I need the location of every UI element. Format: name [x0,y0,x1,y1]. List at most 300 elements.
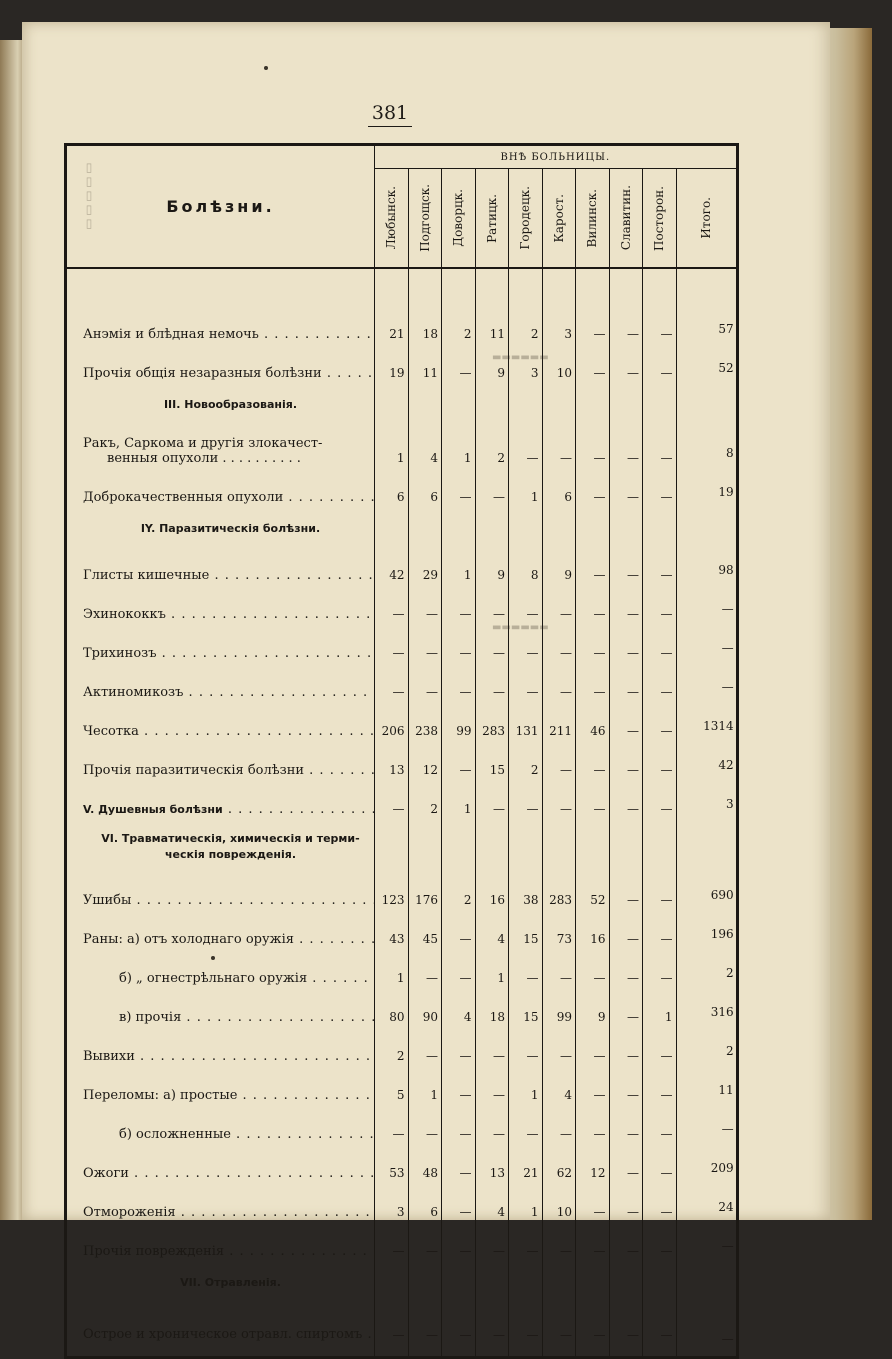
section-heading: VII. Отравленія. [66,1263,375,1302]
disease-name: Доброкачественныя опухоли . . . [66,470,375,509]
hospital-count-cell: — [542,743,576,782]
hospital-count-cell: — [643,626,677,665]
hospital-count-cell: 283 [475,704,509,743]
hospital-count-cell: — [643,873,677,912]
hospital-count-cell: 2 [475,424,509,470]
empty-cell [509,268,543,307]
empty-cell [676,821,737,873]
hospital-count-cell: — [576,782,610,821]
empty-cell [375,509,409,548]
disease-name: Чесотка . . . [66,704,375,743]
disease-column-header: Болѣзни. [66,145,375,269]
hospital-count-cell: 2 [509,743,543,782]
hospital-count-cell: 2 [408,782,442,821]
empty-cell [475,268,509,307]
hospital-count-cell: — [375,782,409,821]
disease-name: б) „ огнестрѣльнаго оружія . . . [66,951,375,990]
hospital-count-cell: — [475,782,509,821]
hospital-count-cell: — [643,307,677,346]
table-row [66,912,738,951]
empty-cell [408,821,442,873]
hospital-count-cell: — [576,307,610,346]
hospital-count-cell: 13 [375,743,409,782]
hospital-column-label: Любынск. [384,186,399,250]
hospital-count-cell: 16 [576,912,610,951]
hospital-count-cell: 1 [442,548,476,587]
hospital-count-cell: — [542,424,576,470]
hospital-count-cell: 4 [542,1068,576,1107]
disease-name: Анэмія и блѣдная немочь . . . [66,307,375,346]
hospital-count-cell: — [609,782,643,821]
hospital-count-cell: — [442,665,476,704]
disease-name: в) прочія . . . [66,990,375,1029]
disease-name: Прочія общія незаразныя болѣзни . . . [66,346,375,385]
hospital-count-cell: 45 [408,912,442,951]
empty-cell [542,1263,576,1302]
ink-speck [264,66,268,70]
hospital-count-cell: — [609,1224,643,1263]
disease-statistics-table [64,143,739,1359]
hospital-column-label: Славитин. [618,185,633,251]
hospital-count-cell: — [509,1302,543,1358]
hospital-count-cell: — [442,1302,476,1358]
hospital-count-cell: — [609,1185,643,1224]
hospital-count-cell: — [509,626,543,665]
bleed-through-mark: ▬▬▬▬▬▬ [492,622,549,633]
hospital-count-cell: — [442,951,476,990]
hospital-count-cell: — [576,346,610,385]
hospital-count-cell: — [542,951,576,990]
hospital-count-cell: — [408,1224,442,1263]
total-count-cell: 11 [676,1068,737,1107]
total-count-cell: 98 [676,548,737,587]
outside-hospital-group-header: ВНѢ БОЛЬНИЦЫ. [375,145,738,169]
hospital-count-cell: — [375,587,409,626]
hospital-count-cell: — [576,548,610,587]
hospital-count-cell: 1 [509,470,543,509]
hospital-count-cell: 62 [542,1146,576,1185]
empty-cell [509,821,543,873]
hospital-count-cell: 2 [442,307,476,346]
hospital-count-cell: — [609,470,643,509]
empty-cell [475,821,509,873]
hospital-count-cell: 12 [408,743,442,782]
hospital-count-cell: 1 [475,951,509,990]
hospital-column-header [509,169,543,269]
empty-cell [609,509,643,548]
hospital-count-cell: — [643,1068,677,1107]
hospital-column-header [375,169,409,269]
hospital-count-cell: — [609,951,643,990]
hospital-count-cell: 4 [475,912,509,951]
empty-cell [643,509,677,548]
hospital-count-cell: 99 [542,990,576,1029]
empty-cell [576,268,610,307]
hospital-count-cell: 15 [475,743,509,782]
hospital-count-cell: — [643,424,677,470]
section-heading-row [66,821,738,873]
hospital-count-cell: 38 [509,873,543,912]
section-heading-inline: V. Душевныя болѣзни [83,803,223,816]
empty-cell [442,268,476,307]
hospital-count-cell: — [442,587,476,626]
hospital-count-cell: — [475,1302,509,1358]
disease-name: Ожоги . . . [66,1146,375,1185]
total-count-cell: — [676,665,737,704]
hospital-column-label: Посторон. [652,185,667,251]
hospital-count-cell: — [542,1029,576,1068]
hospital-count-cell: — [442,1185,476,1224]
hospital-count-cell: 1 [509,1185,543,1224]
hospital-count-cell: — [643,1146,677,1185]
hospital-count-cell: 80 [375,990,409,1029]
section-heading: IY. Паразитическія болѣзни. [66,509,375,548]
hospital-count-cell: — [576,1224,610,1263]
hospital-count-cell: 90 [408,990,442,1029]
hospital-count-cell: 123 [375,873,409,912]
hospital-count-cell: 4 [442,990,476,1029]
hospital-count-cell: — [643,1029,677,1068]
hospital-count-cell: — [408,951,442,990]
hospital-count-cell: — [442,743,476,782]
empty-cell [609,1263,643,1302]
hospital-count-cell: — [375,1107,409,1146]
total-count-cell: 42 [676,743,737,782]
hospital-count-cell: 10 [542,346,576,385]
hospital-count-cell: — [509,665,543,704]
table-row [66,990,738,1029]
hospital-column-header [408,169,442,269]
hospital-count-cell: 283 [542,873,576,912]
total-count-cell: 1314 [676,704,737,743]
table-row [66,470,738,509]
hospital-count-cell: — [375,626,409,665]
page-number: 381 [368,102,412,127]
hospital-count-cell: 1 [442,424,476,470]
hospital-count-cell: 12 [576,1146,610,1185]
empty-cell [609,821,643,873]
hospital-count-cell: — [609,743,643,782]
hospital-count-cell: 1 [643,990,677,1029]
hospital-count-cell: — [542,587,576,626]
hospital-count-cell: 9 [542,548,576,587]
hospital-count-cell: — [609,1029,643,1068]
hospital-count-cell: — [643,704,677,743]
hospital-column-label: Ратицк. [484,193,499,243]
empty-cell [542,509,576,548]
hospital-count-cell: — [375,1302,409,1358]
total-count-cell: 2 [676,1029,737,1068]
hospital-column-label: Вилинск. [585,188,600,248]
empty-cell [609,385,643,424]
hospital-count-cell: 52 [576,873,610,912]
hospital-count-cell: 43 [375,912,409,951]
empty-cell [542,268,576,307]
table-row [66,626,738,665]
hospital-count-cell: — [509,587,543,626]
hospital-count-cell: 21 [509,1146,543,1185]
section-heading-row [66,1263,738,1302]
hospital-count-cell: — [643,346,677,385]
empty-cell [576,509,610,548]
hospital-count-cell: — [442,912,476,951]
hospital-column-header [643,169,677,269]
hospital-count-cell: 211 [542,704,576,743]
table-row [66,424,738,470]
hospital-count-cell: — [542,782,576,821]
table-row [66,1185,738,1224]
hospital-count-cell: — [643,1224,677,1263]
total-count-cell: 57 [676,307,737,346]
hospital-count-cell: — [609,548,643,587]
hospital-count-cell: — [643,1302,677,1358]
hospital-count-cell: — [475,1029,509,1068]
empty-cell [375,385,409,424]
bleed-through-mark: ▯▯▯▯▯ [82,162,96,232]
disease-name: Актиномикозъ . . . [66,665,375,704]
table-row [66,951,738,990]
empty-cell [509,1263,543,1302]
hospital-column-header [442,169,476,269]
empty-cell [475,1263,509,1302]
hospital-count-cell: — [576,743,610,782]
hospital-count-cell: — [442,470,476,509]
hospital-count-cell: — [475,626,509,665]
hospital-count-cell: 6 [408,470,442,509]
hospital-count-cell: — [442,1029,476,1068]
hospital-count-cell: — [509,951,543,990]
hospital-count-cell: — [408,626,442,665]
hospital-count-cell: — [442,1068,476,1107]
hospital-count-cell: — [576,470,610,509]
hospital-count-cell: — [408,665,442,704]
hospital-count-cell: 2 [375,1029,409,1068]
hospital-count-cell: — [442,1107,476,1146]
hospital-count-cell: 206 [375,704,409,743]
hospital-count-cell: — [375,665,409,704]
hospital-count-cell: 21 [375,307,409,346]
hospital-count-cell: — [609,1107,643,1146]
disease-name [66,782,375,821]
hospital-count-cell: — [609,1146,643,1185]
hospital-column-header [576,169,610,269]
previous-page-edge [0,40,22,1220]
total-column-header [676,169,737,269]
hospital-count-cell: 1 [442,782,476,821]
hospital-count-cell: — [542,1224,576,1263]
disease-name: Трихинозъ . . . [66,626,375,665]
section-heading-row [66,509,738,548]
hospital-count-cell: 1 [375,424,409,470]
hospital-count-cell: — [475,1068,509,1107]
hospital-count-cell: — [643,782,677,821]
hospital-count-cell: 16 [475,873,509,912]
total-count-cell: — [676,587,737,626]
hospital-count-cell: — [609,1068,643,1107]
empty-cell [442,385,476,424]
hospital-count-cell: 1 [408,1068,442,1107]
hospital-count-cell: — [408,1029,442,1068]
disease-name: Прочія паразитическія болѣзни . . . [66,743,375,782]
hospital-count-cell: 18 [475,990,509,1029]
hospital-count-cell: 3 [509,346,543,385]
table-row [66,1146,738,1185]
disease-name: Вывихи . . . [66,1029,375,1068]
table-row [66,1029,738,1068]
hospital-count-cell: — [442,346,476,385]
hospital-count-cell: — [643,470,677,509]
empty-cell [66,268,375,307]
disease-name: Эхинококкъ . . . [66,587,375,626]
disease-name [66,424,375,470]
empty-cell [408,1263,442,1302]
hospital-count-cell: 29 [408,548,442,587]
empty-cell [643,1263,677,1302]
empty-cell [408,385,442,424]
empty-cell [576,1263,610,1302]
hospital-count-cell: 3 [375,1185,409,1224]
spacer-row [66,268,738,307]
hospital-count-cell: — [408,1107,442,1146]
total-count-cell: 3 [676,782,737,821]
total-count-cell: 19 [676,470,737,509]
hospital-count-cell: — [609,424,643,470]
empty-cell [375,268,409,307]
hospital-count-cell: 15 [509,912,543,951]
empty-cell [676,1263,737,1302]
hospital-count-cell: 15 [509,990,543,1029]
hospital-count-cell: 1 [375,951,409,990]
hospital-count-cell: — [509,782,543,821]
hospital-count-cell: — [576,424,610,470]
hospital-column-header [542,169,576,269]
empty-cell [676,509,737,548]
disease-name-line: Ракъ, Саркома и другія злокачест- [83,436,323,451]
empty-cell [408,268,442,307]
hospital-count-cell: — [643,951,677,990]
hospital-count-cell: — [643,665,677,704]
hospital-count-cell: — [442,626,476,665]
hospital-count-cell: — [475,587,509,626]
disease-name: Ушибы . . . [66,873,375,912]
hospital-count-cell: — [576,1302,610,1358]
hospital-count-cell: 11 [408,346,442,385]
empty-cell [375,821,409,873]
hospital-count-cell: 9 [576,990,610,1029]
table-row [66,1107,738,1146]
hospital-count-cell: — [542,665,576,704]
hospital-count-cell: — [576,951,610,990]
hospital-count-cell: 5 [375,1068,409,1107]
empty-cell [643,385,677,424]
hospital-column-label: Подгощск. [417,184,432,252]
hospital-count-cell: 8 [509,548,543,587]
table-row [66,307,738,346]
empty-cell [576,385,610,424]
hospital-count-cell: — [509,1107,543,1146]
empty-cell [542,385,576,424]
empty-cell [475,509,509,548]
table-row [66,346,738,385]
hospital-count-cell: — [643,743,677,782]
table-row [66,704,738,743]
hospital-count-cell: — [609,873,643,912]
hospital-column-header [475,169,509,269]
table-row [66,873,738,912]
empty-cell [442,1263,476,1302]
hospital-column-label: Доворцк. [451,189,466,247]
hospital-count-cell: — [643,912,677,951]
empty-cell [475,385,509,424]
empty-cell [509,509,543,548]
empty-cell [442,821,476,873]
hospital-count-cell: — [609,990,643,1029]
total-count-cell: 196 [676,912,737,951]
hospital-count-cell: — [609,912,643,951]
table-row [66,587,738,626]
hospital-count-cell: — [442,1224,476,1263]
hospital-count-cell: 3 [542,307,576,346]
hospital-count-cell: — [408,587,442,626]
total-count-cell: 209 [676,1146,737,1185]
hospital-count-cell: — [576,1107,610,1146]
empty-cell [442,509,476,548]
table-row [66,665,738,704]
hospital-count-cell: 10 [542,1185,576,1224]
hospital-count-cell: — [609,704,643,743]
hospital-count-cell: 11 [475,307,509,346]
total-count-cell: 316 [676,990,737,1029]
hospital-count-cell: 53 [375,1146,409,1185]
bleed-through-mark: ▬▬▬▬▬▬ [492,352,549,363]
section-heading: III. Новообразованія. [66,385,375,424]
hospital-count-cell: 4 [408,424,442,470]
disease-name-continuation: венныя опухоли . . . . . . . . . . [107,451,301,466]
empty-cell [643,821,677,873]
hospital-count-cell: 99 [442,704,476,743]
hospital-count-cell: — [475,1107,509,1146]
hospital-count-cell: 176 [408,873,442,912]
empty-cell [408,509,442,548]
hospital-count-cell: 2 [442,873,476,912]
hospital-count-cell: 18 [408,307,442,346]
hospital-count-cell: 6 [408,1185,442,1224]
table-row [66,743,738,782]
hospital-count-cell: — [475,665,509,704]
hospital-count-cell: 6 [542,470,576,509]
disease-name: б) осложненные . . . [66,1107,375,1146]
hospital-column-label: Карост. [551,193,566,243]
total-count-cell: 690 [676,873,737,912]
total-column-label: Итого. [699,197,714,239]
empty-cell [609,268,643,307]
total-count-cell: — [676,1107,737,1146]
table-row [66,782,738,821]
section-heading: VI. Травматическія, химическія и терми-ческія поврежденія. [66,821,375,873]
disease-name: Раны: а) отъ холоднаго оружія . . . [66,912,375,951]
hospital-count-cell: — [643,587,677,626]
hospital-count-cell: — [408,1302,442,1358]
hospital-count-cell: — [475,1224,509,1263]
hospital-count-cell: 4 [475,1185,509,1224]
table-row [66,1068,738,1107]
table-row [66,1224,738,1263]
hospital-count-cell: — [576,665,610,704]
hospital-count-cell: 2 [509,307,543,346]
hospital-count-cell: 1 [509,1068,543,1107]
empty-cell [676,385,737,424]
total-count-cell: 8 [676,424,737,470]
